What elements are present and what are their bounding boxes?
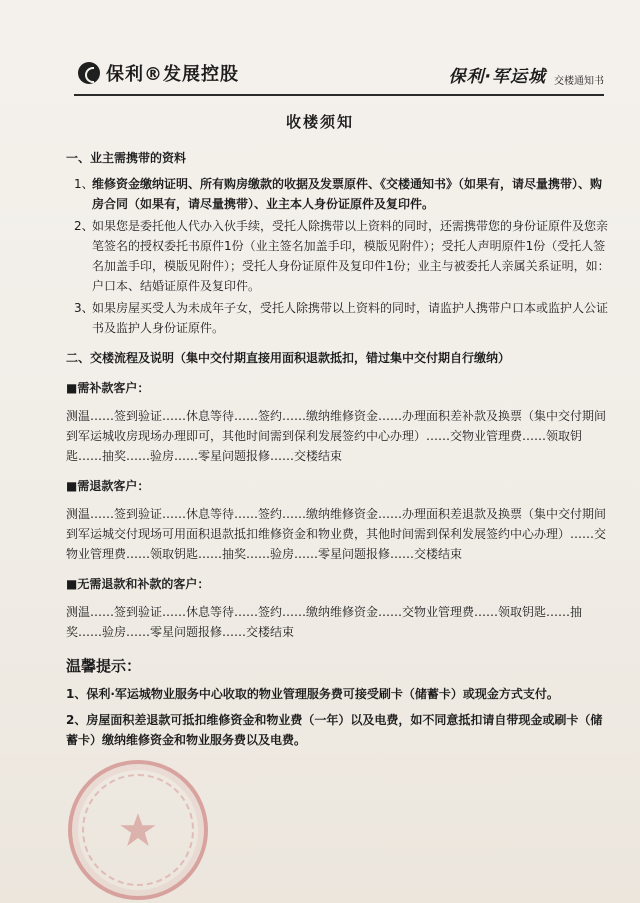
item-number: 3、 — [74, 301, 94, 315]
seal-star-icon — [118, 810, 158, 850]
block-title: ■需退款客户： — [66, 479, 150, 493]
flow-block-refund — [66, 476, 610, 564]
warm-tips-title: 温馨提示： — [66, 657, 142, 675]
poly-logo-icon — [78, 62, 100, 84]
document-content — [66, 148, 610, 756]
warm-tip-item: 2、房屋面积差退款可抵扣维修资金和物业费（一年）以及电费，如不同意抵扣请自带现金或刷卡（储蓄卡）缴纳维修资金和物业服务费以及电费。 — [66, 713, 603, 747]
block-flow-text: 测温……签到验证……休息等待……签约……缴纳维修资金……交物业管理费……领取钥匙……抽奖……验房……零星问题报修……交楼结束 — [66, 605, 583, 639]
brand-logo — [78, 60, 239, 86]
brand-name: 保利®发展控股 — [106, 64, 239, 85]
block-flow-text: 测温……签到验证……休息等待……签约……缴纳维修资金……办理面积差退款及换票（集中交付期间到军运城交付现场可用面积退款抵扣维修资金和物业费，其他时间需到保利发展签约中心办理）……交物业管理费……领取钥匙……抽奖……验房……零星问题报修……交楼结束 — [66, 507, 607, 561]
list-item — [66, 298, 610, 338]
document-header — [78, 60, 604, 94]
block-title: ■需补款客户： — [66, 381, 150, 395]
project-name: 保利·军运城 — [448, 67, 546, 87]
item-text: 维修资金缴纳证明、所有购房缴款的收据及发票原件、《交楼通知书》（如果有，请尽量携带）、购房合同（如果有，请尽量携带）、业主本人身份证原件及复印件。 — [92, 177, 603, 211]
header-divider — [74, 94, 604, 96]
item-text: 如果您是委托他人代办入伙手续，受托人除携带以上资料的同时，还需携带您的身份证原件及您亲笔签名的授权委托书原件1份（业主签名加盖手印，模版见附件）；受托人声明原件1份（受托人签名加盖手印，模版见附件）；受托人身份证原件及复印件1份；业主与被委托人亲属关系证明，如：户口本、结婚证原件及复印件。 — [92, 219, 610, 293]
official-seal — [68, 760, 208, 900]
block-title: ■无需退款和补款的客户： — [66, 577, 210, 591]
list-item — [66, 216, 610, 296]
section-1-title: 一、业主需携带的资料 — [66, 151, 187, 165]
item-number: 2、 — [74, 219, 94, 233]
item-text: 如果房屋买受人为未成年子女，受托人除携带以上资料的同时，请监护人携带户口本或监护人公证书及监护人身份证原件。 — [92, 301, 609, 335]
block-flow-text: 测温……签到验证……休息等待……签约……缴纳维修资金……办理面积差补款及换票（集中交付期间到军运城收房现场办理即可，其他时间需到保利发展签约中心办理）……交物业管理费……领取钥匙……抽奖……验房……零星问题报修……交楼结束 — [66, 409, 607, 463]
item-number: 1、 — [74, 177, 94, 191]
document-type: 交楼通知书 — [554, 76, 604, 87]
warm-tip-item: 1、保利·军运城物业服务中心收取的物业管理服务费可接受刷卡（储蓄卡）或现金方式支付。 — [66, 687, 559, 701]
project-brand — [449, 62, 604, 87]
section-2-title: 二、交楼流程及说明（集中交付期直接用面积退款抵扣，错过集中交付期自行缴纳） — [66, 351, 511, 365]
flow-block-supplement — [66, 378, 610, 466]
list-item — [66, 174, 610, 214]
flow-block-none — [66, 574, 610, 642]
page-title: 收楼须知 — [285, 113, 354, 131]
